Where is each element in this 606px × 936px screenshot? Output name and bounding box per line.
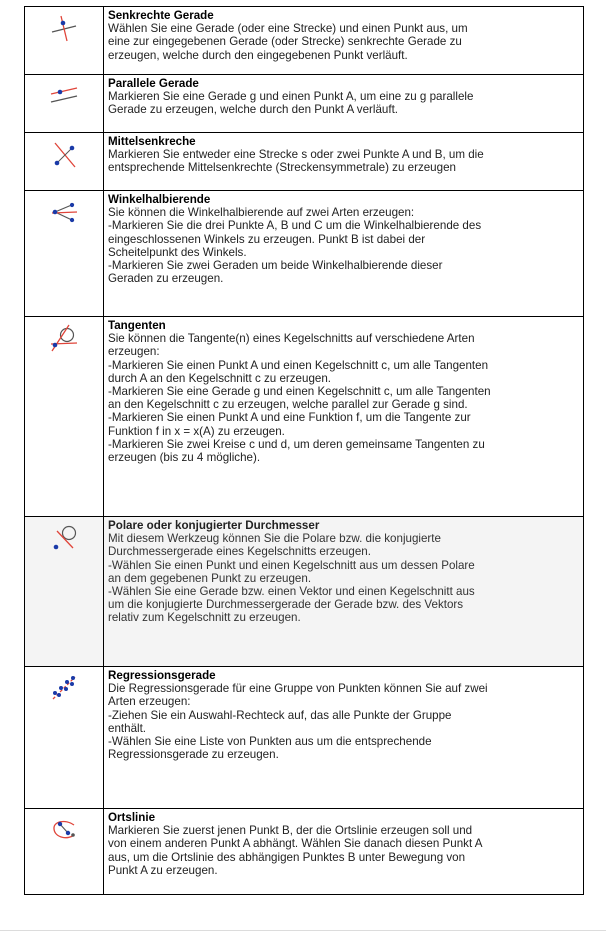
perpendicular-line-icon [47, 11, 81, 45]
description-line: Arten erzeugen: [108, 695, 191, 709]
description-line: eingeschlossenen Winkels zu erzeugen. Punkt B ist dabei der [108, 232, 426, 246]
description-line: -Markieren Sie zwei Kreise c und d, um deren gemeinsame Tangenten zu [108, 437, 485, 451]
icon-cell [25, 667, 104, 809]
description-line: von einem anderen Punkt A abhängt. Wählen Sie danach diesen Punkt A [108, 837, 483, 851]
tangents-icon [47, 321, 81, 355]
description-line: Regressionsgerade zu erzeugen. [108, 748, 279, 762]
description-line: -Wählen Sie einen Punkt und einen Kegelschnitt aus um dessen Polare [108, 558, 475, 572]
description-line: -Markieren Sie einen Punkt A und eine Funktion f, um die Tangente zur [108, 411, 471, 425]
tool-description [104, 317, 584, 517]
tool-title: Parallele Gerade [108, 77, 199, 90]
description-line: Durchmessergerade eines Kegelschnitts erzeugen. [108, 545, 371, 559]
description-line: entsprechende Mittelsenkrechte (Streckensymmetrale) zu erzeugen [108, 161, 456, 175]
icon-cell [25, 317, 104, 517]
description-line: an den Kegelschnitt c zu erzeugen, welche parallel zur Gerade g sind. [108, 398, 468, 412]
description-line: um die konjugierte Durchmessergerade der Gerade bzw. des Vektors [108, 598, 464, 612]
description-line: Funktion f in x = x(A) zu erzeugen. [108, 424, 285, 438]
icon-cell [25, 517, 104, 667]
description-line: -Markieren Sie eine Gerade g und einen Kegelschnitt c, um alle Tangenten [108, 385, 491, 399]
description-line: an dem gegebenen Punkt zu erzeugen. [108, 571, 312, 585]
tool-title: Regressionsgerade [108, 669, 216, 682]
description-line: eine zur eingegebenen Gerade (oder Strecke) senkrechte Gerade zu [108, 35, 462, 49]
parallel-line-icon [47, 79, 81, 113]
description-line: Sie können die Tangente(n) eines Kegelschnitts auf verschiedene Arten [108, 332, 475, 346]
tool-description [104, 517, 584, 667]
description-line: -Markieren Sie die drei Punkte A, B und C um die Winkelhalbierende des [108, 219, 482, 233]
icon-cell [25, 191, 104, 317]
description-line: erzeugen: [108, 345, 160, 359]
description-line: Markieren Sie eine Gerade g und einen Punkt A, um eine zu g parallele [108, 90, 474, 104]
description-line: Markieren Sie entweder eine Strecke s oder zwei Punkte A und B, um die [108, 148, 484, 162]
regression-line-icon [47, 671, 81, 705]
description-line: Gerade zu erzeugen, welche durch den Punkt A verläuft. [108, 103, 399, 117]
description-line: aus, um die Ortslinie des abhängigen Punktes B unter Bewegung von [108, 850, 466, 864]
description-line: Sie können die Winkelhalbierende auf zwei Arten erzeugen: [108, 206, 415, 220]
tool-description [104, 191, 584, 317]
tool-title: Mittelsenkreche [108, 135, 196, 148]
description-line: Markieren Sie zuerst jenen Punkt B, der die Ortslinie erzeugen soll und [108, 824, 473, 838]
description-line: Die Regressionsgerade für eine Gruppe von Punkten können Sie auf zwei [108, 682, 488, 696]
description-line: -Markieren Sie einen Punkt A und einen Kegelschnitt c, um alle Tangenten [108, 358, 489, 372]
tool-description [104, 7, 584, 75]
icon-cell [25, 75, 104, 133]
tool-row-perpendicular-bisector [25, 133, 584, 191]
icon-cell [25, 133, 104, 191]
tool-row-parallel-line [25, 75, 584, 133]
description-line: Punkt A zu erzeugen. [108, 863, 218, 877]
tool-row-locus [25, 809, 584, 895]
tool-description [104, 809, 584, 895]
tool-description [104, 75, 584, 133]
tool-title: Tangenten [108, 319, 166, 332]
tool-description [104, 133, 584, 191]
locus-icon [47, 813, 81, 847]
description-line: Wählen Sie eine Gerade (oder eine Strecke) und einen Punkt aus, um [108, 22, 468, 36]
description-line: -Wählen Sie eine Gerade bzw. einen Vektor und einen Kegelschnitt aus [108, 585, 475, 599]
tool-row-polar-line [25, 517, 584, 667]
icon-cell [25, 7, 104, 75]
tool-row-angle-bisector [25, 191, 584, 317]
description-line: Geraden zu erzeugen. [108, 272, 224, 286]
tool-description [104, 667, 584, 809]
description-line: erzeugen, welche durch den eingegebenen Punkt verläuft. [108, 48, 408, 62]
tool-title: Ortslinie [108, 811, 156, 824]
description-line: relativ zum Kegelschnitt zu erzeugen. [108, 611, 301, 625]
perpendicular-bisector-icon [47, 137, 81, 171]
description-line: erzeugen (bis zu 4 mögliche). [108, 451, 261, 465]
tool-title: Senkrechte Gerade [108, 9, 214, 22]
tool-row-regression-line [25, 667, 584, 809]
description-line: enthält. [108, 721, 147, 735]
tool-title: Polare oder konjugierter Durchmesser [108, 519, 320, 532]
angle-bisector-icon [47, 195, 81, 229]
tool-title: Winkelhalbierende [108, 193, 211, 206]
description-line: -Markieren Sie zwei Geraden um beide Winkelhalbierende dieser [108, 259, 443, 273]
polar-line-icon [47, 521, 81, 555]
description-line: durch A an den Kegelschnitt c zu erzeugen. [108, 371, 332, 385]
tool-row-perpendicular-line [25, 7, 584, 75]
icon-cell [25, 809, 104, 895]
tool-row-tangents [25, 317, 584, 517]
description-line: -Wählen Sie eine Liste von Punkten aus um die entsprechende [108, 735, 432, 749]
description-line: Scheitelpunkt des Winkels. [108, 245, 247, 259]
page-bottom-edge [0, 930, 606, 936]
description-line: Mit diesem Werkzeug können Sie die Polare bzw. die konjugierte [108, 532, 441, 546]
description-line: -Ziehen Sie ein Auswahl-Rechteck auf, das alle Punkte der Gruppe [108, 708, 452, 722]
tool-table [24, 6, 584, 895]
